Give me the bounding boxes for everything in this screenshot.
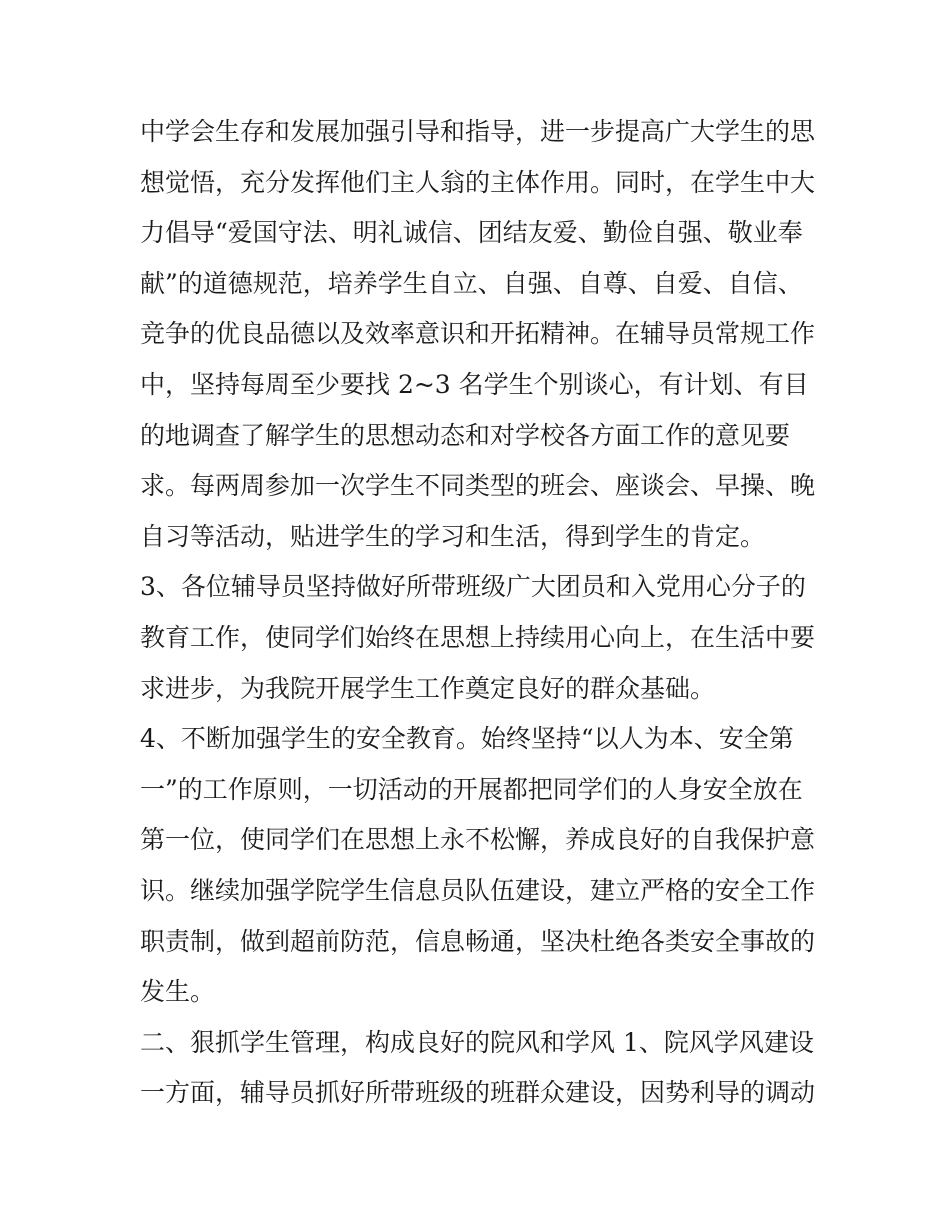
text-line: 4、不断加强学生的安全教育。始终坚持“以人为本、安全第 xyxy=(140,724,794,754)
text-line: 发生。 xyxy=(140,977,216,1007)
text-line: 中，坚持每周至少要找 2~3 名学生个别谈心，有计划、有目 xyxy=(140,369,809,399)
text-line: 想觉悟，充分发挥他们主人翁的主体作用。同时，在学生中大 xyxy=(140,167,816,197)
text-line: 一”的工作原则，一切活动的开展都把同学们的人身安全放在 xyxy=(140,774,803,804)
text-line: 求进步，为我院开展学生工作奠定良好的群众基础。 xyxy=(140,673,716,703)
text-line: 竞争的优良品德以及效率意识和开拓精神。在辅导员常规工作 xyxy=(140,319,816,349)
text-line: 中学会生存和发展加强引导和指导，进一步提高广大学生的思 xyxy=(140,117,816,146)
text-line: 3、各位辅导员坚持做好所带班级广大团员和入党用心分子的 xyxy=(140,572,806,602)
text-line: 力倡导“爱国守法、明礼诚信、团结友爱、勤俭自强、敬业奉 xyxy=(140,218,803,248)
body-text xyxy=(140,107,820,1119)
text-line: 教育工作，使同学们始终在思想上持续用心向上，在生活中要 xyxy=(140,622,816,652)
text-line: 一方面，辅导员抓好所带班级的班群众建设，因势利导的调动 xyxy=(140,1078,816,1108)
text-line: 献”的道德规范，培养学生自立、自强、自尊、自爱、自信、 xyxy=(140,268,803,298)
text-line: 的地调查了解学生的思想动态和对学校各方面工作的意见要 xyxy=(140,420,791,450)
text-line: 二、狠抓学生管理，构成良好的院风和学风 1、院风学风建设 xyxy=(140,1027,814,1057)
text-line: 识。继续加强学院学生信息员队伍建设，建立严格的安全工作 xyxy=(140,875,816,905)
text-line: 职责制，做到超前防范，信息畅通，坚决杜绝各类安全事故的 xyxy=(140,926,816,956)
text-line: 第一位，使同学们在思想上永不松懈，养成良好的自我保护意 xyxy=(140,825,816,855)
text-line: 自习等活动，贴进学生的学习和生活，得到学生的肯定。 xyxy=(140,521,766,551)
text-line: 求。每两周参加一次学生不同类型的班会、座谈会、早操、晚 xyxy=(140,471,816,501)
